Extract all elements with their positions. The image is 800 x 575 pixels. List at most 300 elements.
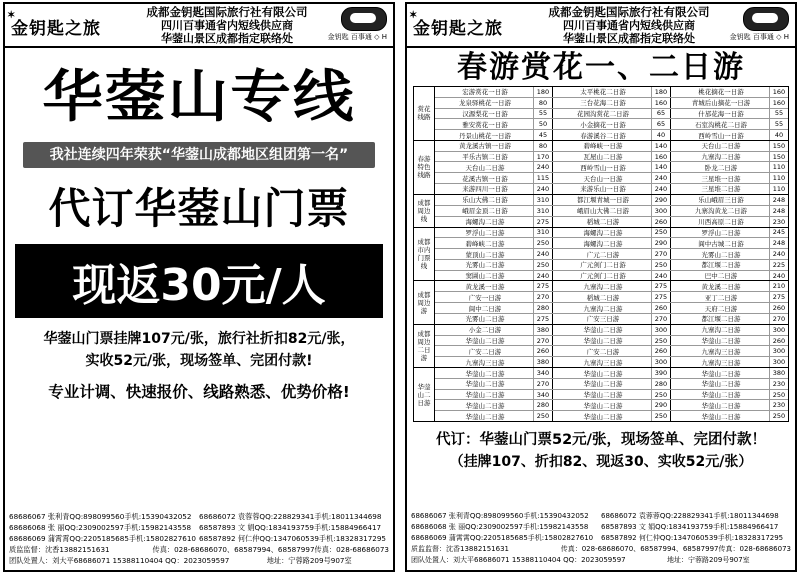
contact-cell: 68686072 袁蓉蓉QQ:228829341: [601, 512, 714, 520]
tour-price: 170: [534, 152, 553, 162]
tour-price: 260: [652, 346, 671, 356]
tour-price: 275: [534, 217, 553, 227]
tour-name: 海螺沟二日游: [553, 238, 652, 248]
tour-name: 广安三日游: [553, 314, 652, 324]
contact-cell: 手机:18011344698: [314, 512, 382, 521]
tour-name: 乐山峨眉三日游: [671, 195, 770, 205]
tour-name: 九寨沟三日游: [553, 357, 652, 367]
tour-name: 华蓥山二日游: [553, 390, 652, 400]
tour-name: 光雾山二日游: [671, 249, 770, 259]
tour-name: 都江堰二日游: [671, 260, 770, 270]
tour-name: 广元剑门二日游: [553, 260, 652, 270]
tour-row: [435, 281, 788, 292]
tour-price: 240: [534, 162, 553, 172]
tour-price: 180: [652, 87, 671, 97]
partner-logos: 金钥匙 百事通 ◇ H: [327, 33, 387, 41]
tour-price: 300: [772, 325, 786, 334]
tour-name: 华蓥山二日游: [435, 379, 534, 389]
tour-name: 桃花摘花一日游: [671, 87, 770, 97]
tour-name: 西岭雪山一日游: [553, 162, 652, 172]
contact-row: [9, 555, 389, 566]
tour-row: [435, 217, 788, 227]
section-rows: [435, 325, 788, 367]
tour-section: [414, 228, 788, 282]
tour-name: 窦圌山二日游: [435, 271, 534, 281]
tour-price: 260: [652, 217, 671, 227]
header: [407, 4, 795, 48]
contact-cell: 68686067 张利青QQ:898099560: [411, 512, 524, 520]
section-label: 华蓥山二日游: [414, 368, 435, 421]
tour-name: 九寨沟二日游: [553, 303, 652, 313]
section-rows: [435, 228, 788, 281]
tour-price: 160: [652, 152, 671, 162]
contact-cell: [229, 555, 266, 566]
contact-cell: 传真：028-68686070、68587994、68587997: [152, 545, 315, 554]
tour-name: 华蓥山二日游: [671, 379, 770, 389]
tour-price: 240: [534, 249, 553, 259]
tour-name: 平乐古镇二日游: [435, 152, 534, 162]
tour-name: 海螺沟二日游: [435, 217, 534, 227]
company-subtitle-2: 华蓥山景区成都指定联络处: [563, 32, 695, 45]
tour-name: 华蓥山二日游: [671, 368, 770, 378]
company-name: 成都金钥匙国际旅行社有限公司: [146, 5, 308, 19]
contact-cell: 传真：028-68686073: [718, 545, 791, 553]
tour-name: 华蓥山二日游: [553, 411, 652, 421]
tour-row: [435, 303, 788, 314]
tour-price: 260: [772, 336, 786, 345]
tour-name: 华蓥山二日游: [671, 400, 770, 410]
contact-row: [9, 522, 389, 533]
tour-price: 45: [534, 130, 553, 140]
tour-section: [414, 141, 788, 195]
section-rows: [435, 195, 788, 227]
tour-price: 250: [652, 390, 671, 400]
tour-row: [435, 184, 788, 194]
tour-price: 310: [534, 195, 553, 205]
tour-price: 55: [774, 109, 784, 118]
tour-name: 九寨沟黄龙二日游: [671, 206, 770, 216]
tour-name: 华蓥山二日游: [435, 411, 534, 421]
tour-name: 华蓥山二日游: [671, 390, 770, 400]
tour-price: 50: [534, 119, 553, 129]
section-rows: [435, 368, 788, 421]
contact-cell: 68587893 文 娟QQ:1834193759: [199, 523, 314, 532]
tour-name: 花溪古镇一日游: [435, 173, 534, 183]
tour-name: 宏游赏花一日游: [435, 87, 534, 97]
section-label: 成都周边二日游: [414, 325, 435, 367]
tour-row: [435, 173, 788, 184]
contact-row: [411, 511, 791, 522]
tour-price: 270: [652, 249, 671, 259]
tour-price: 275: [652, 292, 671, 302]
tour-name: 罗浮山二日游: [671, 228, 770, 238]
contact-cell: 地址：宁蓉路209号907室: [266, 556, 352, 565]
tour-name: 广安二日游: [435, 346, 534, 356]
contact-cell: 手机:18328317295: [717, 534, 784, 542]
tour-section: [414, 368, 788, 421]
tour-price: 110: [772, 163, 786, 172]
tour-name: 碧峰峡一日游: [553, 141, 652, 151]
contact-cell: 68587892 何仁仲QQ:1347060539: [601, 534, 718, 542]
tour-price: 290: [652, 195, 671, 205]
tour-name: 稻城二日游: [553, 217, 652, 227]
contact-row: [411, 544, 791, 555]
tour-price: 180: [534, 87, 553, 97]
tour-row: [435, 152, 788, 163]
tour-name: 三星堆一日游: [671, 173, 770, 183]
section-label: 成都周边线: [414, 195, 435, 227]
company-logo: [341, 7, 387, 31]
tour-price: 230: [772, 401, 786, 410]
tour-name: 九寨沟三日游: [671, 357, 770, 367]
tour-price: 110: [772, 174, 786, 183]
contact-cell: [509, 544, 561, 555]
tour-price: 40: [652, 130, 671, 140]
tour-row: [435, 238, 788, 249]
tour-name: 卧龙二日游: [671, 162, 770, 172]
company-subtitle-2: 华蓥山景区成都指定联络处: [161, 32, 293, 45]
contact-cell: 手机:15802827610: [128, 534, 197, 543]
tour-price: 55: [774, 120, 784, 129]
tour-name: 天府二日游: [671, 303, 770, 313]
tour-price: 380: [534, 357, 553, 367]
price-description: [5, 318, 393, 372]
tour-row: [435, 98, 788, 109]
tour-price: 240: [652, 184, 671, 194]
tour-name: 来游乐山一日游: [553, 184, 652, 194]
price-line-2: 实收52元/张，现场签单、完团付款!: [85, 353, 313, 369]
tour-price: 248: [772, 239, 786, 248]
tour-name: 天台山二日游: [435, 162, 534, 172]
tour-name: 九寨沟二日游: [671, 325, 770, 335]
tour-price: 300: [652, 357, 671, 367]
tour-name: 广安二日游: [553, 346, 652, 356]
tour-price: 65: [652, 119, 671, 129]
tour-name: 都江堰二日游: [671, 314, 770, 324]
tour-name: 小金二日游: [435, 325, 534, 335]
tour-name: 华蓥山二日游: [553, 400, 652, 410]
tour-price: 260: [534, 346, 553, 356]
tour-row: [435, 87, 788, 98]
tour-price: 250: [772, 412, 786, 421]
tour-name: 青城后山摘花一日游: [671, 98, 770, 108]
tour-price: 275: [652, 281, 671, 291]
tour-price: 245: [772, 228, 786, 237]
tour-name: 瓦屋山二日游: [553, 152, 652, 162]
tour-name: 华蓥山二日游: [435, 390, 534, 400]
tour-name: 花园沟赏花二日游: [553, 109, 652, 119]
contact-cell: [626, 555, 667, 566]
contact-cell: 团队处置人：刘大平68686071 15388110404 QQ：2023059597: [411, 556, 626, 564]
tour-row: [435, 325, 788, 336]
company-subtitle-1: 四川百事通省内短线供应商: [161, 19, 293, 32]
tour-row: [435, 411, 788, 421]
tour-name: 黄龙溪二日游: [671, 281, 770, 291]
section-label: 春游特色线路: [414, 141, 435, 194]
tour-name: 华蓥山二日游: [671, 411, 770, 421]
tour-name: 来游四川一日游: [435, 184, 534, 194]
tour-row: [435, 130, 788, 140]
tour-row: [435, 162, 788, 173]
right-flyer: [405, 2, 797, 572]
header: [5, 4, 393, 48]
tour-price: 275: [534, 281, 553, 291]
tour-name: 阆中古城二日游: [671, 238, 770, 248]
tour-name: 石室沟桃花二日游: [671, 119, 770, 129]
tour-price: 240: [772, 250, 786, 258]
contact-cell: 质监监督：沈香13882151631: [9, 545, 110, 554]
tour-price-table: [413, 86, 789, 422]
contact-cell: 68686067 张利青QQ:898099560: [9, 512, 125, 521]
tour-price: 140: [652, 141, 671, 151]
tour-row: [435, 271, 788, 281]
tour-price: 160: [652, 98, 671, 108]
contact-row: [9, 511, 389, 522]
price-line-1: 华蓥山门票挂牌107元/张，旅行社折扣82元/张，: [43, 331, 355, 347]
tour-name: 汉源梨花一日游: [435, 109, 534, 119]
tour-name: 广元二日游: [553, 249, 652, 259]
tour-price: 225: [772, 260, 786, 269]
page-title: 华蓥山专线: [42, 65, 356, 130]
tour-name: 川西高原二日游: [671, 217, 770, 227]
tour-price: 300: [772, 347, 786, 356]
contact-cell: 手机:15802827610: [527, 534, 594, 542]
tour-name: 巴中二日游: [671, 271, 770, 281]
tour-row: [435, 357, 788, 367]
tour-price: 250: [652, 228, 671, 238]
tour-price: 260: [652, 303, 671, 313]
tour-name: 九寨沟二日游: [553, 281, 652, 291]
tour-price: 280: [652, 379, 671, 389]
contact-cell: 手机:15982143558: [124, 523, 192, 532]
ticket-heading: 代订华蓥山门票: [48, 184, 350, 233]
section-rows: [435, 281, 788, 323]
tour-name: 光雾山二日游: [435, 314, 534, 324]
tour-price: 300: [652, 206, 671, 216]
tour-name: 海螺沟二日游: [553, 228, 652, 238]
page-title: 春游赏花一、二日游: [457, 50, 745, 85]
tour-name: 华蓥山二日游: [671, 336, 770, 346]
tour-name: 黄龙溪古镇一日游: [435, 141, 534, 151]
left-flyer: [3, 2, 395, 572]
tour-name: 西岭雪山一日游: [671, 130, 770, 140]
slogan: 专业计调、快速报价、线路熟悉、优势价格!: [48, 383, 350, 401]
tour-name: 峨眉金顶二日游: [435, 206, 534, 216]
tour-price: 240: [652, 173, 671, 183]
tour-price: 210: [772, 282, 786, 291]
contact-row: [9, 533, 389, 544]
tour-price: 40: [774, 131, 784, 140]
contact-cell: [110, 544, 153, 555]
company-subtitle-1: 四川百事通省内短线供应商: [563, 19, 695, 32]
honor-banner: 我社连续四年荣获“华蓥山成都地区组团第一名”: [23, 142, 375, 168]
tour-name: 华蓥山二日游: [435, 400, 534, 410]
tour-name: 什邡花海一日游: [671, 109, 770, 119]
tour-row: [435, 379, 788, 390]
tour-price: 115: [534, 173, 553, 183]
tour-price: 340: [534, 390, 553, 400]
tour-price: 250: [652, 411, 671, 421]
tour-row: [435, 195, 788, 206]
contact-cell: 传真：028-68686073: [314, 545, 389, 554]
tour-section: [414, 281, 788, 324]
tour-price: 280: [534, 303, 553, 313]
tour-row: [435, 368, 788, 379]
tour-name: 华蓥山二日游: [553, 325, 652, 335]
tour-price: 270: [772, 314, 786, 323]
section-rows: [435, 87, 788, 140]
section-label: 成都市内门票线: [414, 228, 435, 281]
tour-price: 248: [772, 195, 786, 204]
tour-price: 150: [772, 152, 786, 161]
tour-price: 310: [534, 228, 553, 238]
contact-cell: 68686069 蒲霄霄QQ:2205185685: [9, 534, 129, 543]
tour-name: 华蓥山二日游: [435, 336, 534, 346]
tour-name: 九寨沟二日游: [671, 152, 770, 162]
tour-row: [435, 336, 788, 347]
tour-price: 260: [772, 304, 786, 313]
tour-name: 广安一日游: [435, 292, 534, 302]
tour-name: 九寨沟三日游: [435, 357, 534, 367]
contact-cell: 手机:18011344698: [713, 512, 779, 520]
tour-price: 250: [534, 260, 553, 270]
tour-name: 亚丁二日游: [671, 292, 770, 302]
tour-row: [435, 314, 788, 324]
contact-cell: 团队处置人：刘大平68686071 15388110404 QQ：2023059597: [9, 556, 230, 565]
contact-cell: 68587892 何仁仲QQ:1347060539: [199, 534, 319, 543]
tour-price: 65: [652, 109, 671, 119]
tour-row: [435, 292, 788, 303]
tour-row: [435, 206, 788, 217]
tour-price: 380: [772, 369, 786, 377]
tour-row: [435, 228, 788, 239]
tour-price: 160: [772, 87, 786, 96]
tour-price: 250: [652, 260, 671, 270]
contact-cell: 手机:15390432052: [124, 512, 192, 521]
tour-name: 华蓥山二日游: [553, 368, 652, 378]
tour-name: 天台山一日游: [553, 173, 652, 183]
tour-price: 55: [534, 109, 553, 119]
tour-price: 280: [534, 400, 553, 410]
contact-cell: 手机:15884966417: [314, 523, 382, 532]
tour-price: 240: [534, 271, 553, 281]
company-block: [515, 6, 743, 45]
tour-name: 龙泉驿桃花一日游: [435, 98, 534, 108]
tour-name: 九寨沟三日游: [671, 346, 770, 356]
tour-row: [435, 119, 788, 130]
ticket-offer: 代订：华蓥山门票52元/张，现场签单、完团付款！: [436, 432, 766, 448]
tour-price: 110: [772, 184, 786, 193]
contact-cell: 68587893 文 娟QQ:1834193759: [601, 523, 713, 531]
company-name: 成都金钥匙国际旅行社有限公司: [548, 5, 710, 19]
tour-price: 240: [534, 184, 553, 194]
tour-price: 270: [652, 314, 671, 324]
contact-cell: 68686068 张 丽QQ:2309002597: [9, 523, 124, 532]
tour-name: 太平桃花二日游: [553, 87, 652, 97]
contact-list: [9, 511, 389, 566]
tour-name: 丹景山桃花一日游: [435, 130, 534, 140]
tour-price: 275: [534, 314, 553, 324]
tour-price: 290: [652, 238, 671, 248]
tour-price: 300: [772, 358, 786, 367]
tour-price: 250: [652, 336, 671, 346]
tour-name: 蒙顶山二日游: [435, 249, 534, 259]
tour-name: 小金摘花一日游: [553, 119, 652, 129]
contact-cell: 手机:18328317295: [318, 534, 387, 543]
section-rows: [435, 141, 788, 194]
company-block: [113, 6, 341, 45]
section-label: 赏花线路: [414, 87, 435, 140]
company-logo: [743, 7, 789, 31]
ticket-offer-detail: （挂牌107、折扣82、现返30、实收52元/张）: [449, 454, 753, 470]
tour-name: 雅安赏花一日游: [435, 119, 534, 129]
tour-price: 270: [534, 336, 553, 346]
tour-name: 三台花海二日游: [553, 98, 652, 108]
tour-price: 390: [652, 368, 671, 378]
partner-logos: 金钥匙 百事通 ◇ H: [729, 33, 789, 41]
contact-cell: [750, 555, 791, 566]
tour-row: [435, 400, 788, 411]
contact-cell: 68686072 袁蓉蓉QQ:228829341: [199, 512, 315, 521]
tour-name: 阆中二日游: [435, 303, 534, 313]
tour-name: 天台山二日游: [671, 141, 770, 151]
tour-price: 250: [772, 390, 786, 399]
tour-name: 广元剑门二日游: [553, 271, 652, 281]
tour-price: 80: [534, 141, 553, 151]
tour-price: 240: [652, 271, 671, 281]
contact-row: [411, 533, 791, 544]
tour-name: 罗浮山二日游: [435, 228, 534, 238]
tour-price: 300: [652, 325, 671, 335]
tour-price: 240: [772, 271, 786, 280]
contact-cell: [352, 555, 389, 566]
tour-price: 250: [534, 411, 553, 421]
tour-name: 乐山大佛二日游: [435, 195, 534, 205]
tour-name: 华蓥山二日游: [553, 379, 652, 389]
contact-cell: 质监监督：沈香13882151631: [411, 545, 509, 553]
tour-section: [414, 325, 788, 368]
tour-price: 250: [534, 238, 553, 248]
contact-cell: 手机:15390432052: [523, 512, 589, 520]
contact-cell: 68686069 蒲霄霄QQ:2205185685: [411, 534, 528, 542]
contact-cell: 68686068 张 丽QQ:2309002597: [411, 523, 523, 531]
tour-name: 三星堆二日游: [671, 184, 770, 194]
contact-cell: 地址：宁蓉路209号907室: [666, 556, 750, 564]
tour-price: 340: [534, 368, 553, 378]
section-label: 成都周边游: [414, 281, 435, 323]
tour-section: [414, 87, 788, 141]
tour-price: 310: [534, 206, 553, 216]
tour-row: [435, 249, 788, 260]
tour-name: 华蓥山二日游: [553, 336, 652, 346]
tour-name: 峨眉山大佛二日游: [553, 206, 652, 216]
tour-price: 150: [772, 141, 786, 150]
tour-price: 290: [652, 400, 671, 410]
tour-row: [435, 260, 788, 271]
tour-name: 都江堰青城一日游: [553, 195, 652, 205]
tour-name: 春游溪谷二日游: [553, 130, 652, 140]
contact-row: [9, 544, 389, 555]
tour-price: 275: [772, 293, 786, 302]
tour-section: [414, 195, 788, 228]
tour-name: 黄龙溪一日游: [435, 281, 534, 291]
tour-name: 光雾山二日游: [435, 260, 534, 270]
tour-row: [435, 109, 788, 120]
tour-row: [435, 390, 788, 401]
tour-price: 140: [652, 162, 671, 172]
contact-list: [411, 511, 791, 566]
brand-name: ✶ 金钥匙之旅: [413, 14, 503, 39]
